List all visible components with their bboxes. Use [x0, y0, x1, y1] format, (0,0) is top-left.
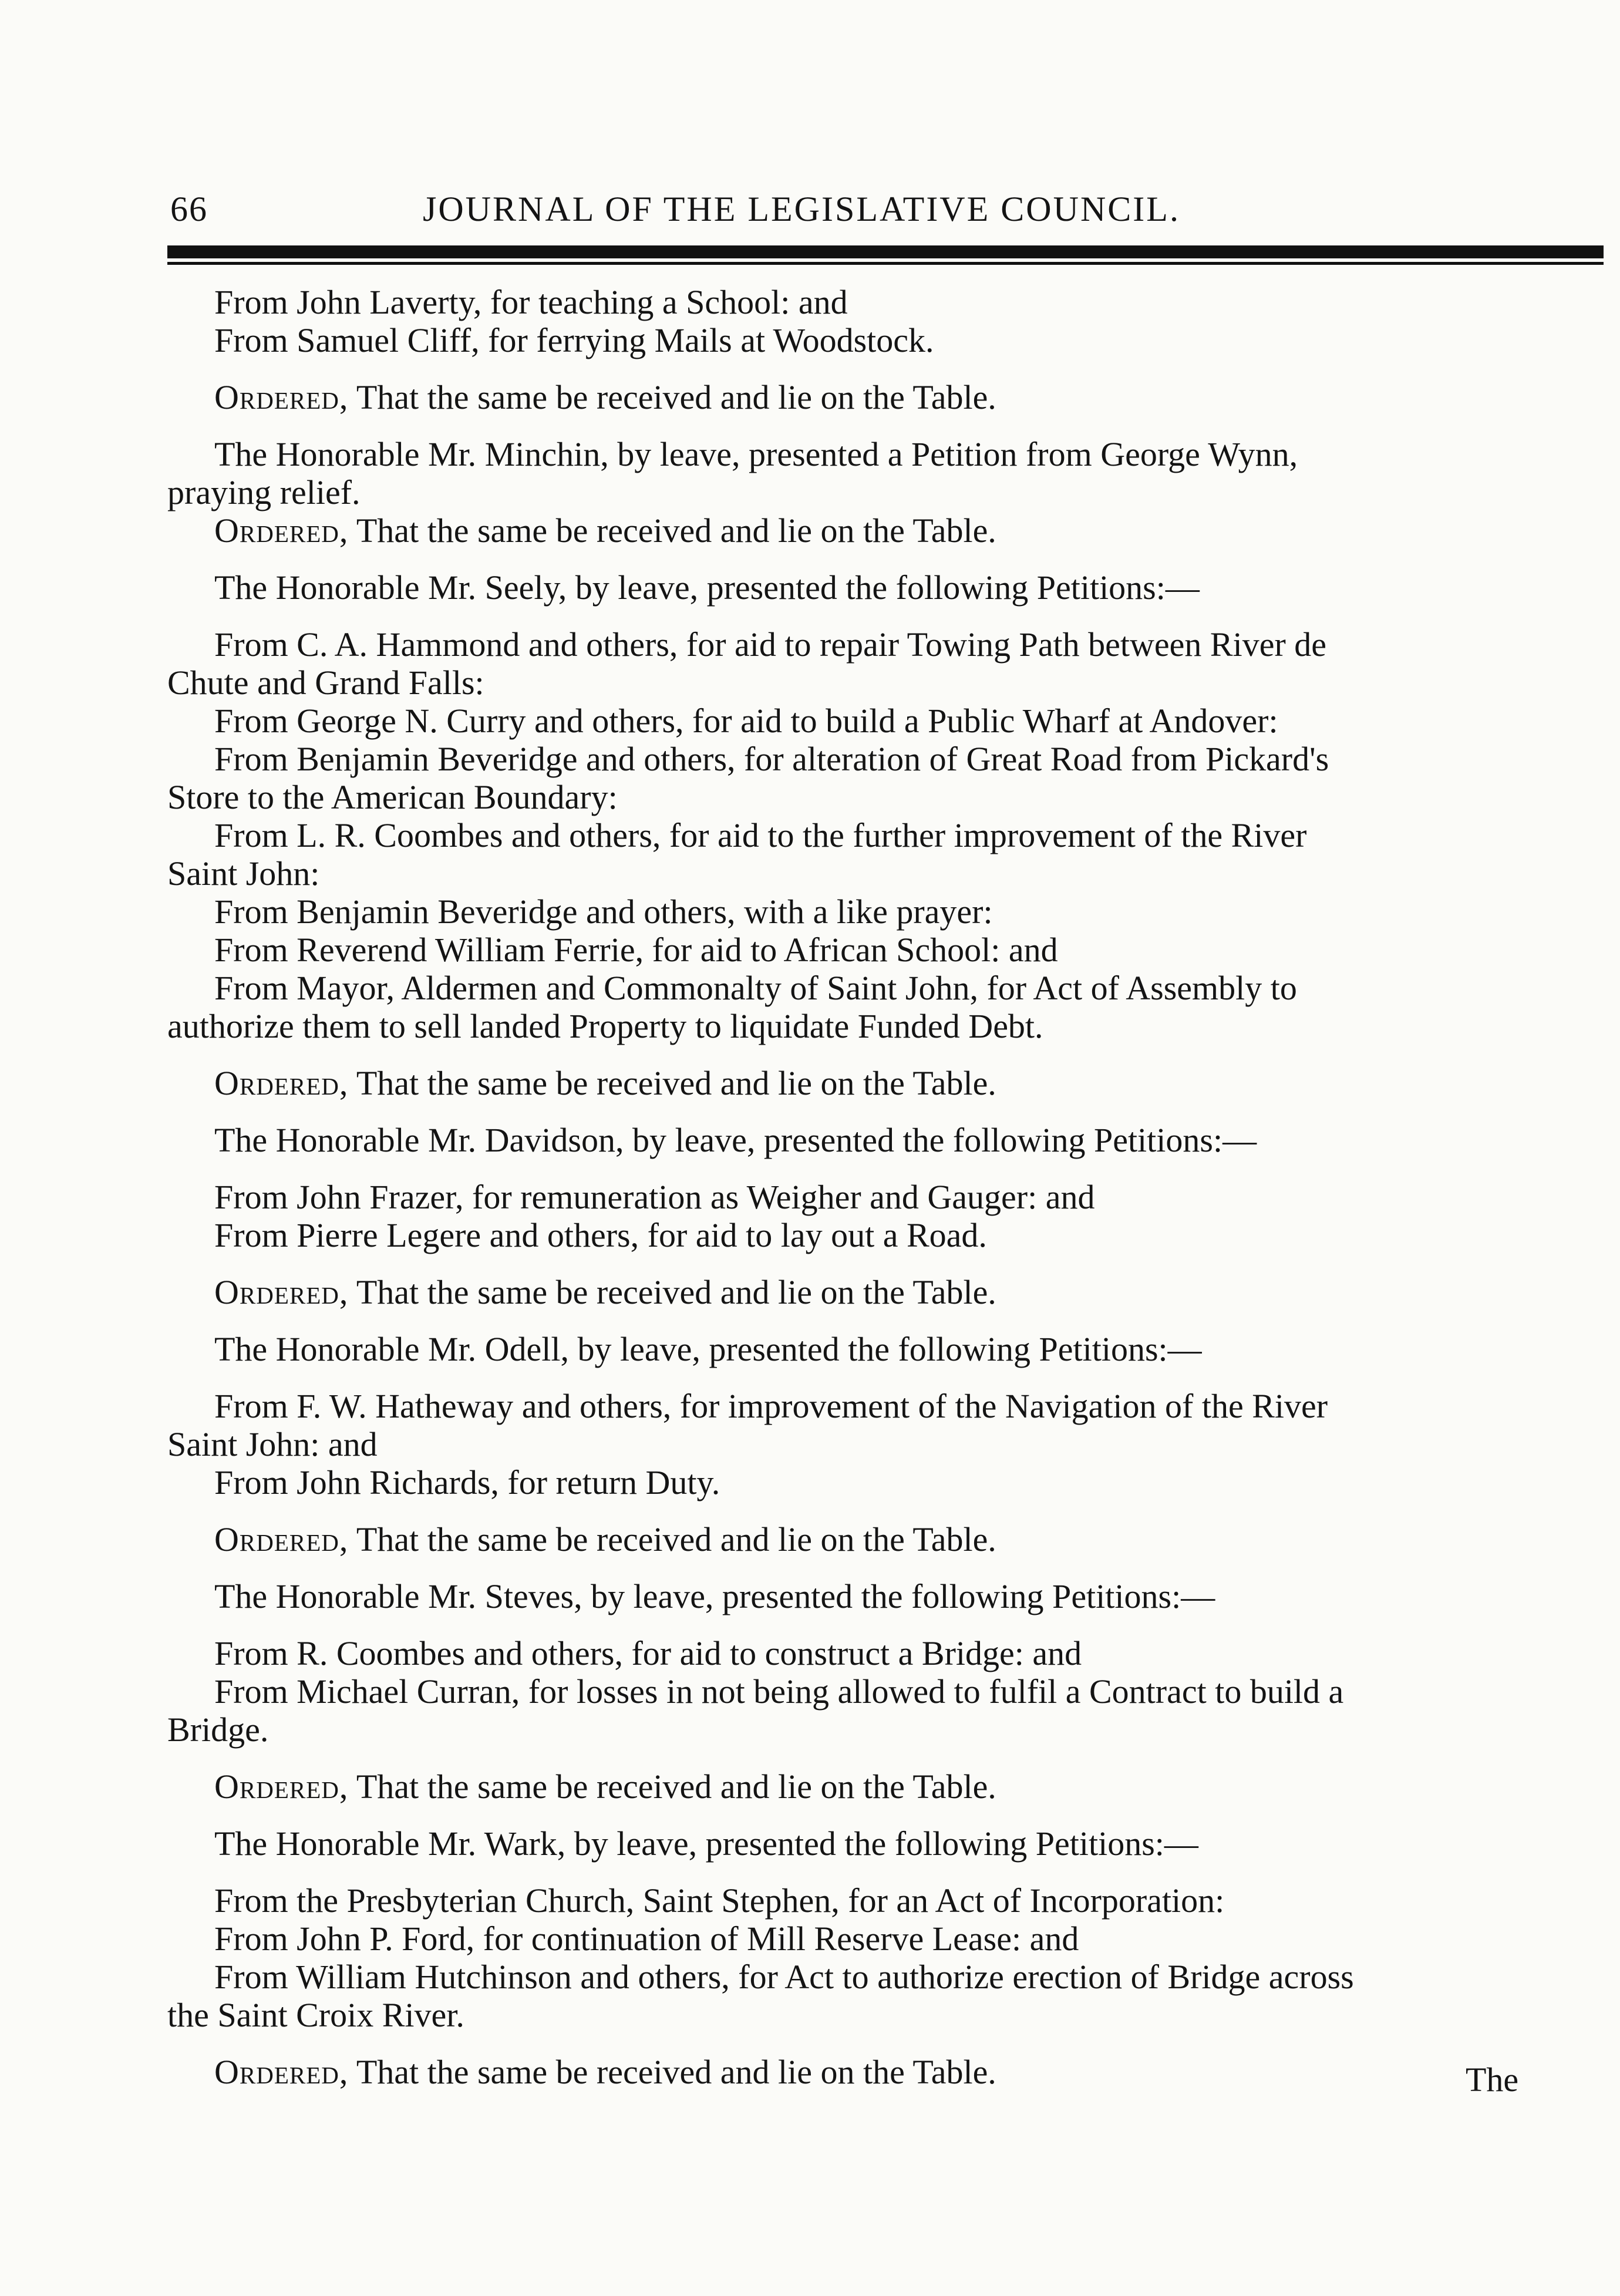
line-text: From John Frazer, for remuneration as Weigher and Gauger: and — [214, 1178, 1095, 1216]
text-line — [167, 1387, 1541, 1425]
text-line — [167, 1330, 1541, 1368]
text-line — [167, 321, 1541, 359]
line-text: From John Richards, for return Duty. — [214, 1463, 720, 1502]
line-text: That the same be received and lie on the Table. — [348, 1064, 996, 1102]
header-rule-thin — [167, 262, 1604, 265]
ordered-label: Ordered, — [214, 378, 349, 416]
line-text: The Honorable Mr. Wark, by leave, presented the following Petitions:— — [214, 1824, 1198, 1863]
line-text: The Honorable Mr. Steves, by leave, presented the following Petitions:— — [214, 1577, 1215, 1615]
line-text: From John Laverty, for teaching a School: and — [214, 283, 848, 321]
text-line — [167, 740, 1541, 778]
text-line — [167, 816, 1541, 854]
line-text: From Benjamin Beveridge and others, for alteration of Great Road from Pickard's — [214, 740, 1329, 778]
text-line — [167, 893, 1541, 931]
line-text: authorize them to sell landed Property to liquidate Funded Debt. — [167, 1007, 1043, 1045]
line-text: From F. W. Hatheway and others, for improvement of the Navigation of the River — [214, 1387, 1328, 1425]
line-text: From Benjamin Beveridge and others, with a like prayer: — [214, 893, 993, 931]
ordered-label: Ordered, — [214, 511, 349, 550]
page-number: 66 — [170, 190, 208, 228]
text-line — [167, 778, 1541, 816]
ordered-label: Ordered, — [214, 1520, 349, 1558]
line-text: praying relief. — [167, 473, 361, 511]
text-line — [167, 1425, 1541, 1463]
ordered-line — [167, 1768, 1541, 1806]
text-line — [167, 854, 1541, 893]
ordered-line — [167, 1273, 1541, 1311]
line-text: From the Presbyterian Church, Saint Stephen, for an Act of Incorporation: — [214, 1881, 1225, 1920]
ordered-label: Ordered, — [214, 1064, 349, 1102]
text-line — [167, 435, 1541, 473]
ordered-line — [167, 1520, 1541, 1558]
text-line — [167, 702, 1541, 740]
text-line — [167, 1881, 1541, 1920]
line-text: the Saint Croix River. — [167, 1996, 464, 2034]
ordered-label: Ordered, — [214, 1273, 349, 1311]
line-text: That the same be received and lie on the Table. — [348, 1273, 996, 1311]
line-text: From Reverend William Ferrie, for aid to African School: and — [214, 931, 1058, 969]
text-line — [167, 1672, 1541, 1711]
text-line — [167, 1634, 1541, 1672]
ordered-line — [167, 1064, 1541, 1102]
ordered-label: Ordered, — [214, 2053, 349, 2091]
text-line — [167, 969, 1541, 1007]
line-text: Saint John: — [167, 854, 320, 893]
text-line — [167, 664, 1541, 702]
ordered-line — [167, 511, 1541, 550]
line-text: That the same be received and lie on the Table. — [348, 1520, 996, 1558]
line-text: The Honorable Mr. Davidson, by leave, presented the following Petitions:— — [214, 1121, 1257, 1159]
header-rule-thick — [167, 245, 1604, 258]
catchword: The — [1466, 2061, 1519, 2099]
line-text: From Samuel Cliff, for ferrying Mails at Woodstock. — [214, 321, 934, 359]
text-line — [167, 568, 1541, 607]
line-text: The Honorable Mr. Odell, by leave, presented the following Petitions:— — [214, 1330, 1202, 1368]
line-text: That the same be received and lie on the Table. — [348, 1768, 996, 1806]
line-text: Chute and Grand Falls: — [167, 664, 484, 702]
text-line — [167, 1463, 1541, 1502]
text-line — [167, 625, 1541, 664]
line-text: From C. A. Hammond and others, for aid to repair Towing Path between River de — [214, 625, 1327, 664]
text-line — [167, 1216, 1541, 1254]
text-line — [167, 1824, 1541, 1863]
line-text: From Michael Curran, for losses in not being allowed to fulfil a Contract to build a — [214, 1672, 1344, 1711]
line-text: From L. R. Coombes and others, for aid to the further improvement of the River — [214, 816, 1307, 854]
text-line — [167, 1996, 1541, 2034]
text-line — [167, 931, 1541, 969]
text-line — [167, 1121, 1541, 1159]
text-line — [167, 473, 1541, 511]
line-text: From Mayor, Aldermen and Commonalty of Saint John, for Act of Assembly to — [214, 969, 1297, 1007]
journal-body — [167, 283, 1541, 2091]
line-text: That the same be received and lie on the Table. — [348, 2053, 996, 2091]
line-text: The Honorable Mr. Minchin, by leave, presented a Petition from George Wynn, — [214, 435, 1298, 473]
line-text: From George N. Curry and others, for aid to build a Public Wharf at Andover: — [214, 702, 1278, 740]
line-text: Store to the American Boundary: — [167, 778, 618, 816]
ordered-line — [167, 2053, 1541, 2091]
line-text: Bridge. — [167, 1711, 269, 1749]
line-text: From R. Coombes and others, for aid to construct a Bridge: and — [214, 1634, 1082, 1672]
ordered-label: Ordered, — [214, 1768, 349, 1806]
text-line — [167, 283, 1541, 321]
text-line — [167, 1920, 1541, 1958]
text-line — [167, 1711, 1541, 1749]
ordered-line — [167, 378, 1541, 416]
line-text: From John P. Ford, for continuation of Mill Reserve Lease: and — [214, 1920, 1079, 1958]
line-text: The Honorable Mr. Seely, by leave, presented the following Petitions:— — [214, 568, 1200, 607]
running-title: JOURNAL OF THE LEGISLATIVE COUNCIL. — [423, 190, 1180, 228]
line-text: From William Hutchinson and others, for Act to authorize erection of Bridge across — [214, 1958, 1354, 1996]
line-text: From Pierre Legere and others, for aid to lay out a Road. — [214, 1216, 987, 1254]
text-line — [167, 1577, 1541, 1615]
text-line — [167, 1007, 1541, 1045]
text-line — [167, 1178, 1541, 1216]
page-header — [170, 189, 1603, 236]
text-line — [167, 1958, 1541, 1996]
line-text: Saint John: and — [167, 1425, 378, 1463]
line-text: That the same be received and lie on the Table. — [348, 511, 996, 550]
line-text: That the same be received and lie on the Table. — [348, 378, 996, 416]
